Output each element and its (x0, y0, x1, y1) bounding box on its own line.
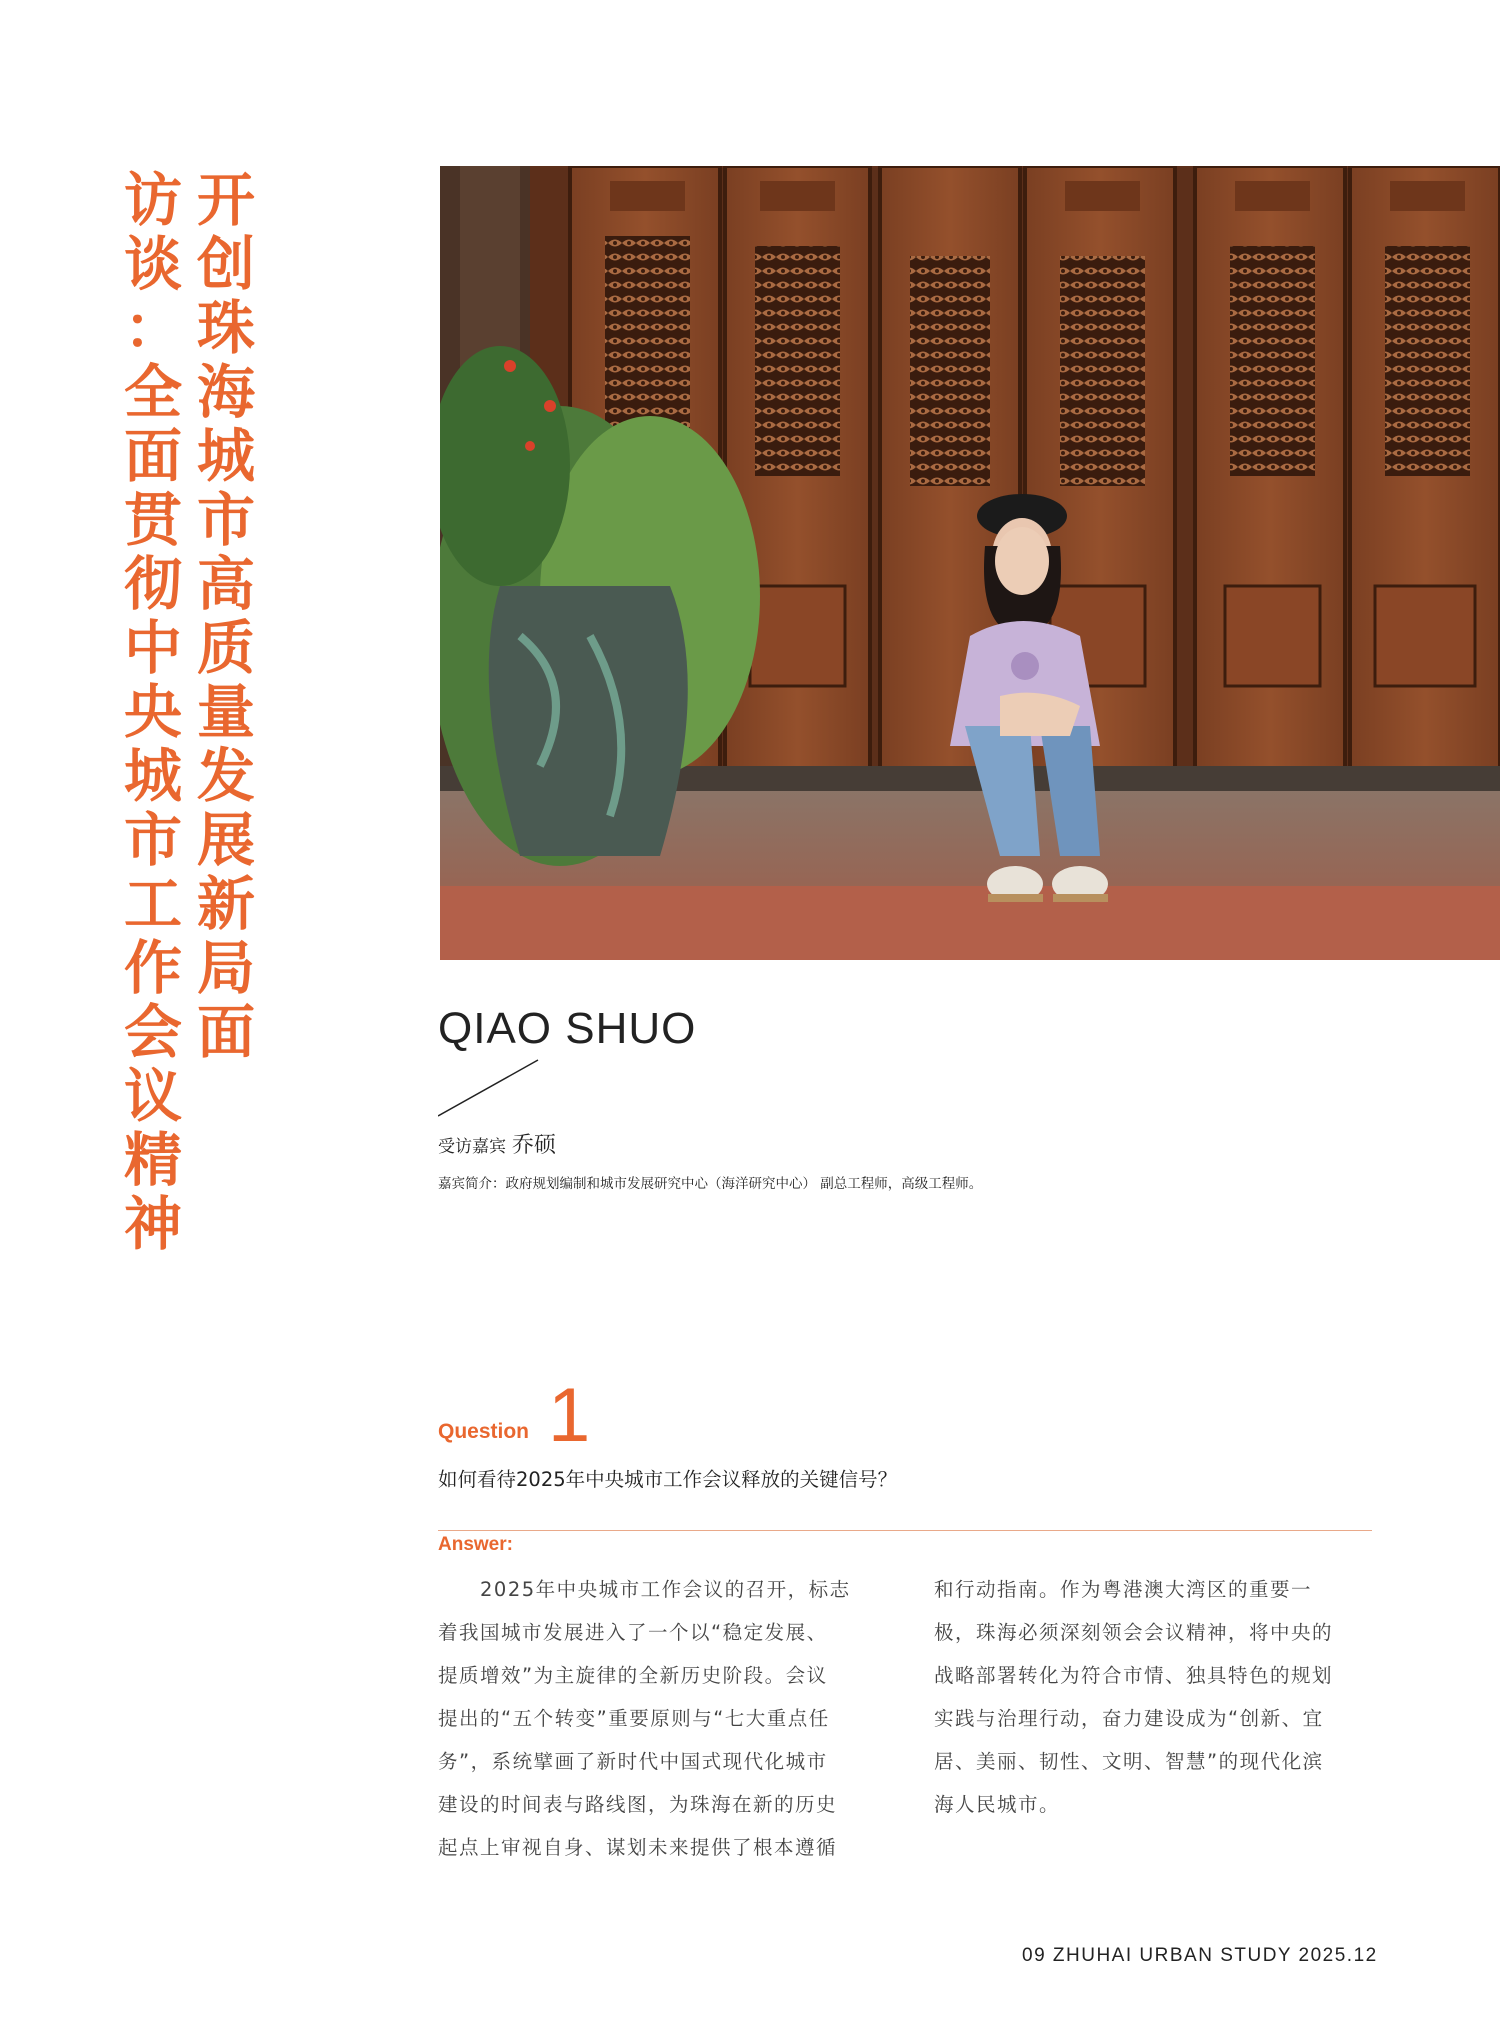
answer-line: 和行动指南。作为粤港澳大湾区的重要一 (934, 1578, 1313, 1601)
title-main (194, 168, 258, 1064)
title-sub-char: ： (123, 294, 182, 362)
title-sub-char: 城 (123, 742, 182, 810)
answer-line: 建设的时间表与路线图，为珠海在新的历史 (438, 1793, 838, 1816)
answer-line: 战略部署转化为符合市情、独具特色的规划 (934, 1664, 1334, 1687)
title-sub-char: 市 (123, 806, 182, 874)
title-sub-char: 工 (123, 870, 182, 938)
guest-label: 受访嘉宾 (438, 1137, 506, 1157)
question-label: Question (438, 1420, 530, 1443)
title-sub-char: 谈 (123, 230, 182, 298)
title-sub-char: 会 (123, 998, 182, 1066)
title-main-char: 海 (196, 358, 255, 426)
title-sub-char: 访 (123, 166, 182, 234)
title-sub-char: 全 (123, 358, 182, 426)
answer-column-left (438, 1568, 876, 1869)
answer-line: 海人民城市。 (934, 1793, 1061, 1816)
answer-line: 着我国城市发展进入了一个以“稳定发展、 (438, 1621, 828, 1644)
title-main-char: 创 (196, 230, 255, 298)
title-main-char: 开 (196, 166, 255, 234)
title-main-char: 发 (196, 742, 255, 810)
title-sub-char: 央 (123, 678, 182, 746)
title-main-char: 面 (196, 998, 255, 1066)
answer-line: 务”，系统擘画了新时代中国式现代化城市 (438, 1750, 828, 1773)
title-main-char: 珠 (196, 294, 255, 362)
title-sub-char: 作 (123, 934, 182, 1002)
answer-line: 2025年中央城市工作会议的召开，标志 (438, 1578, 851, 1601)
answer-column-right (934, 1568, 1372, 1826)
answer-line: 极，珠海必须深刻领会会议精神，将中央的 (934, 1621, 1334, 1644)
answer-line: 提质增效”为主旋律的全新历史阶段。会议 (438, 1664, 828, 1687)
title-main-char: 局 (196, 934, 255, 1002)
answer-line: 起点上审视自身、谋划未来提供了根本遵循 (438, 1836, 838, 1859)
guest-name-english: QIAO SHUO (438, 1004, 697, 1053)
title-sub-char: 精 (123, 1126, 182, 1194)
divider-slash (438, 1058, 548, 1118)
guest-photo (440, 166, 1500, 960)
title-main-char: 展 (196, 806, 255, 874)
question-number: 1 (548, 1373, 591, 1458)
question-divider (438, 1530, 1372, 1531)
guest-intro: 嘉宾简介：政府规划编制和城市发展研究中心（海洋研究中心） 副总工程师，高级工程师。 (438, 1176, 983, 1192)
title-main-char: 城 (196, 422, 255, 490)
page-footer: 09 ZHUHAI URBAN STUDY 2025.12 (1022, 1945, 1378, 1966)
title-main-char: 质 (196, 614, 255, 682)
title-main-char: 新 (196, 870, 255, 938)
title-main-char: 高 (196, 550, 255, 618)
title-sub-char: 中 (123, 614, 182, 682)
title-sub-char: 贯 (123, 486, 182, 554)
title-sub (121, 168, 185, 1256)
answer-line: 居、美丽、韧性、文明、智慧”的现代化滨 (934, 1750, 1324, 1773)
guest-line (438, 1128, 556, 1159)
title-main-char: 量 (196, 678, 255, 746)
guest-name: 乔硕 (512, 1133, 557, 1158)
answer-line: 实践与治理行动，奋力建设成为“创新、宜 (934, 1707, 1324, 1730)
answer-line: 提出的“五个转变”重要原则与“七大重点任 (438, 1707, 830, 1730)
question-text: 如何看待2025年中央城市工作会议释放的关键信号？ (438, 1468, 898, 1491)
title-sub-char: 彻 (123, 550, 182, 618)
title-sub-char: 面 (123, 422, 182, 490)
title-sub-char: 神 (123, 1190, 182, 1258)
title-sub-char: 议 (123, 1062, 182, 1130)
answer-label: Answer: (438, 1534, 513, 1555)
title-main-char: 市 (196, 486, 255, 554)
